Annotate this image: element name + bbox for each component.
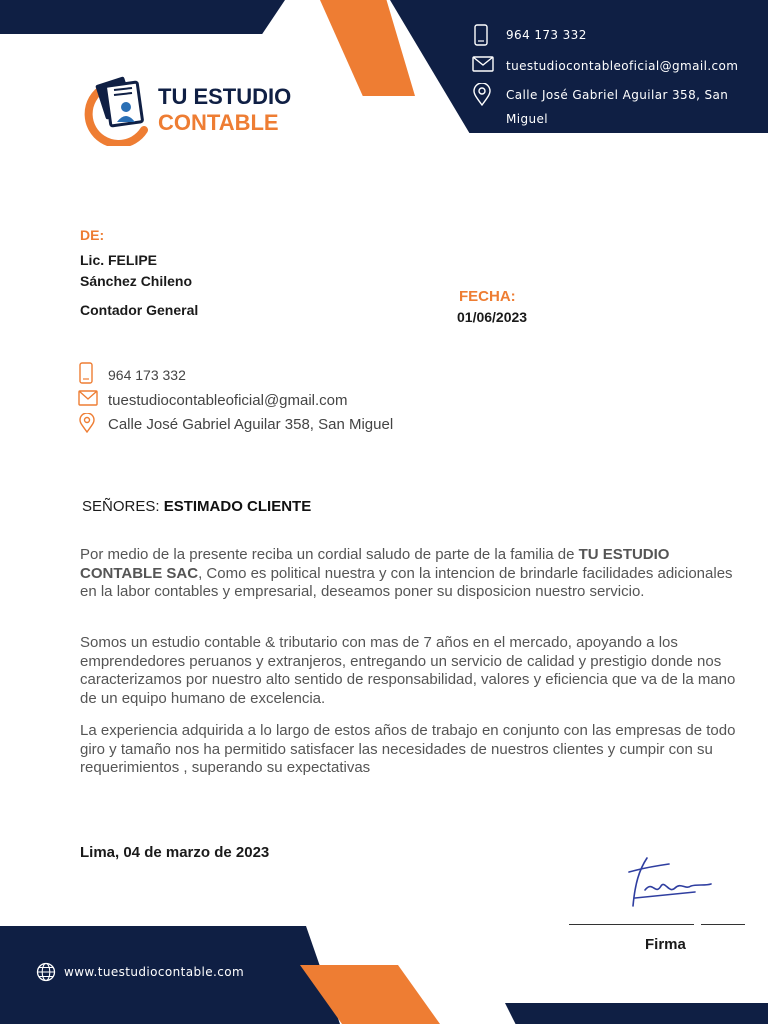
signature-line-extension [701, 924, 745, 925]
brand-name [158, 84, 291, 136]
mail-icon [472, 55, 494, 76]
mail-icon [78, 390, 98, 410]
sender-role: Contador General [80, 302, 199, 318]
contact-block [78, 362, 398, 440]
phone-icon [78, 362, 98, 387]
recipient-label: SEÑORES: [82, 498, 160, 515]
recipient-value: ESTIMADO CLIENTE [163, 498, 312, 515]
date-value: 01/06/2023 [457, 309, 528, 325]
location-pin-icon [78, 413, 98, 437]
signature-label: Firma [645, 936, 686, 953]
header-contact-block [472, 24, 762, 137]
contact-email[interactable]: tuestudiocontableoficial@gmail.com [108, 391, 348, 409]
footer-website-link[interactable]: www.tuestudiocontable.com [64, 965, 245, 979]
header-address-row [472, 83, 762, 131]
body-p1-end: , Como es political nuestra y con la intencion de brindarle facilidades adicionales en la labor contables y empresarial, deseamos poner su disposicion nuestro servicio. [80, 564, 733, 600]
header-email[interactable]: tuestudiocontableoficial@gmail.com [506, 59, 739, 73]
sender-name-line2: Sánchez Chileno [80, 273, 193, 289]
contact-address-row [78, 413, 398, 437]
location-pin-icon [472, 83, 494, 110]
globe-icon [36, 962, 56, 982]
header-address: Calle José Gabriel Aguilar 358, San Miguel [506, 88, 729, 126]
contact-address: Calle José Gabriel Aguilar 358, San Miguel [108, 416, 394, 433]
phone-icon [472, 24, 494, 49]
header-email-row [472, 55, 762, 77]
body-paragraph-1 [80, 546, 740, 602]
contact-email-row [78, 390, 398, 410]
brand-name-line2: CONTABLE [158, 110, 279, 135]
contact-phone-row [78, 362, 398, 387]
body-paragraph-2: Somos un estudio contable & tributario con mas de 7 años en el mercado, apoyando a los emprendedores peruanos y extranjeros, entregando un servicio de calidad y prestigio donde nos caracterizamos por nuestro alto sentido de responsabilidad, valores y eficiencia que va de la mano de un equipo humano de excelencia. [80, 634, 736, 707]
header-phone-row [472, 24, 762, 49]
sender-label: DE: [80, 227, 105, 243]
body-paragraph-3: La experiencia adquirida a lo largo de estos años de trabajo en conjunto con las empresas de todo giro y tamaño nos ha permitido satisfacer las necesidades de nuestros clientes y cumpir con su requerimientos , superando su expectativas [80, 722, 736, 776]
contact-phone: 964 173 332 [108, 366, 186, 383]
handwritten-signature [625, 850, 715, 912]
footer-navy-band-right [505, 1003, 768, 1024]
signature-line [569, 924, 694, 925]
footer-website [36, 962, 244, 982]
sender-name-line1: Lic. FELIPE [80, 252, 158, 268]
date-label: FECHA: [459, 288, 516, 305]
header-phone: 964 173 332 [506, 28, 587, 42]
brand-name-line1: TU ESTUDIO [158, 84, 292, 109]
recipient-line [82, 498, 311, 515]
closing-place-date: Lima, 04 de marzo de 2023 [80, 844, 270, 861]
brand-logo [78, 74, 158, 146]
body-p1-company: TU ESTUDIO CONTABLE SAC [80, 546, 670, 582]
body-p1-start: Por medio de la presente reciba un cordial saludo de parte de la familia de [80, 546, 579, 563]
header-navy-band-left [0, 0, 285, 34]
contact-address-wrap [78, 413, 393, 437]
